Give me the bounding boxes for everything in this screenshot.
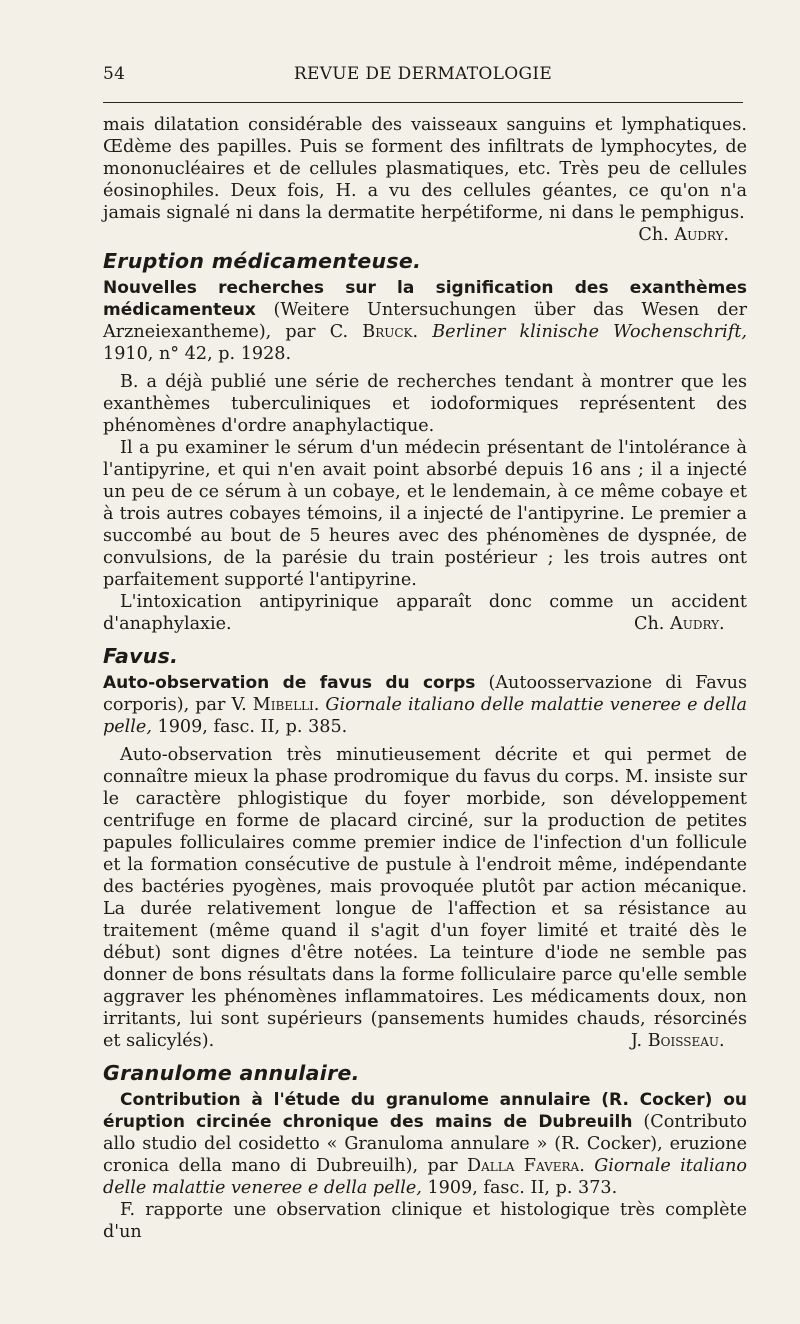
entry-granulome: Contribution à l'étude du granulome annulaire (R. Cocker) ou éruption circinée chronique des mains de Dubreuilh (Contributo allo studio del cosidetto « Granuloma annulare » (R. Cocker), eruzione cronica della mano di Dubreuilh), par Dalla Favera. Giornale italiano delle malattie veneree e della pelle, 1909, fasc. II, p. 373.	[103, 1090, 747, 1198]
section-heading-favus: Favus.	[103, 644, 179, 668]
body-paragraph: Il a pu examiner le sérum d'un médecin présentant de l'intolérance à l'antipyrine, et qui n'en avait point absorbé depuis 16 ans ; il a injecté un peu de ce sérum à un cobaye, et le lendemain, à ce même cobaye et à trois autres cobayes témoins, il a injecté de l'antipyrine. Le premier a succombé au bout de 5 heures avec des phénomènes de dyspnée, de convulsions, de la parésie du train postérieur ; les trois autres ont parfaitement supporté l'antipyrine.	[103, 438, 747, 590]
body-paragraph: F. rapporte une observation clinique et histologique très complète d'un	[103, 1200, 747, 1242]
running-title: REVUE DE DERMATOLOGIE	[293, 64, 553, 84]
page-body	[103, 114, 747, 1243]
body-paragraph-signed: Auto-observation très minutieusement décrite et qui permet de connaître mieux la phase prodromique du favus du corps. M. insiste sur le caractère phlogistique du foyer morbide, son développement centrifuge en forme de placard circiné, sur la production de petites papules folliculaires comme premier indice de l'infection d'un follicule et la formation consécutive de pustule à l'endroit même, indépendante des bactéries pyogènes, mais provoquée plutôt par action mécanique. La durée relativement longue de l'affection et sa résistance au traitement (même quand il s'agit d'un foyer limité et traité dès le début) sont dignes d'être notées. La teinture d'iode ne semble pas donner de bons résultats dans la forme folliculaire parce qu'elle semble aggraver les phénomènes inflammatoires. Les médicaments doux, non irritants, lui sont supérieurs (pansements humides chauds, résorcinés et salicylés). J. Boisseau.	[103, 745, 747, 1051]
section2-signature: J. Boisseau.	[630, 1031, 725, 1051]
entry-title: Auto-observation de favus du corps	[103, 673, 476, 693]
section-heading-granulome: Granulome annulaire.	[103, 1061, 360, 1085]
intro-paragraph: mais dilatation considérable des vaisseaux sanguins et lymphatiques. Œdème des papilles. Puis se forment des infiltrats de lymphocytes, de mononucléaires et de cellules plasmatiques, etc. Très peu de cellules éosinophiles. Deux fois, H. a vu des cellules géantes, ce qu'on n'a jamais signalé ni dans la dermatite herpétiforme, ni dans le pemphigus.	[103, 115, 747, 223]
entry-favus: Auto-observation de favus du corps (Autoosservazione di Favus corporis), par V. Mibelli. Giornale italiano delle malattie veneree e della pelle, 1909, fasc. II, p. 385.	[103, 673, 747, 737]
author-name: Bruck	[362, 322, 413, 342]
entry-title: Nouvelles recherches sur la signification des exanthèmes médicamenteux	[103, 278, 747, 320]
intro-signature: Ch. Audry.	[638, 225, 729, 245]
entry-title: Contribution à l'étude du granulome annulaire (R. Cocker) ou éruption circinée chronique des mains de Dubreuilh	[103, 1090, 747, 1132]
body-paragraph-signed: L'intoxication antipyrinique apparaît donc comme un accident d'anaphylaxie. Ch. Audry.	[103, 592, 747, 634]
journal-name: Giornale italiano delle malattie veneree e della pelle,	[103, 695, 747, 737]
header-rule	[103, 102, 743, 103]
entry-eruption: Nouvelles recherches sur la signification des exanthèmes médicamenteux (Weitere Untersuchungen über das Wesen der Arzneiexantheme), par C. Bruck. Berliner klinische Wochenschrift, 1910, n° 42, p. 1928.	[103, 278, 747, 364]
body-paragraph: B. a déjà publié une série de recherches tendant à montrer que les exanthèmes tuberculiniques et iodoformiques représentent des phénomènes d'ordre anaphylactique.	[103, 372, 747, 436]
page-header	[103, 64, 743, 90]
page-number: 54	[103, 64, 126, 84]
journal-name: Berliner klinische Wochenschrift,	[432, 322, 747, 342]
section-heading-eruption: Eruption médicamenteuse.	[103, 249, 422, 273]
author-name: Dalla Favera	[467, 1156, 580, 1176]
section1-signature: Ch. Audry.	[634, 614, 725, 634]
journal-name: Giornale italiano delle malattie veneree e della pelle,	[103, 1156, 747, 1198]
author-name: Mibelli	[252, 695, 314, 715]
